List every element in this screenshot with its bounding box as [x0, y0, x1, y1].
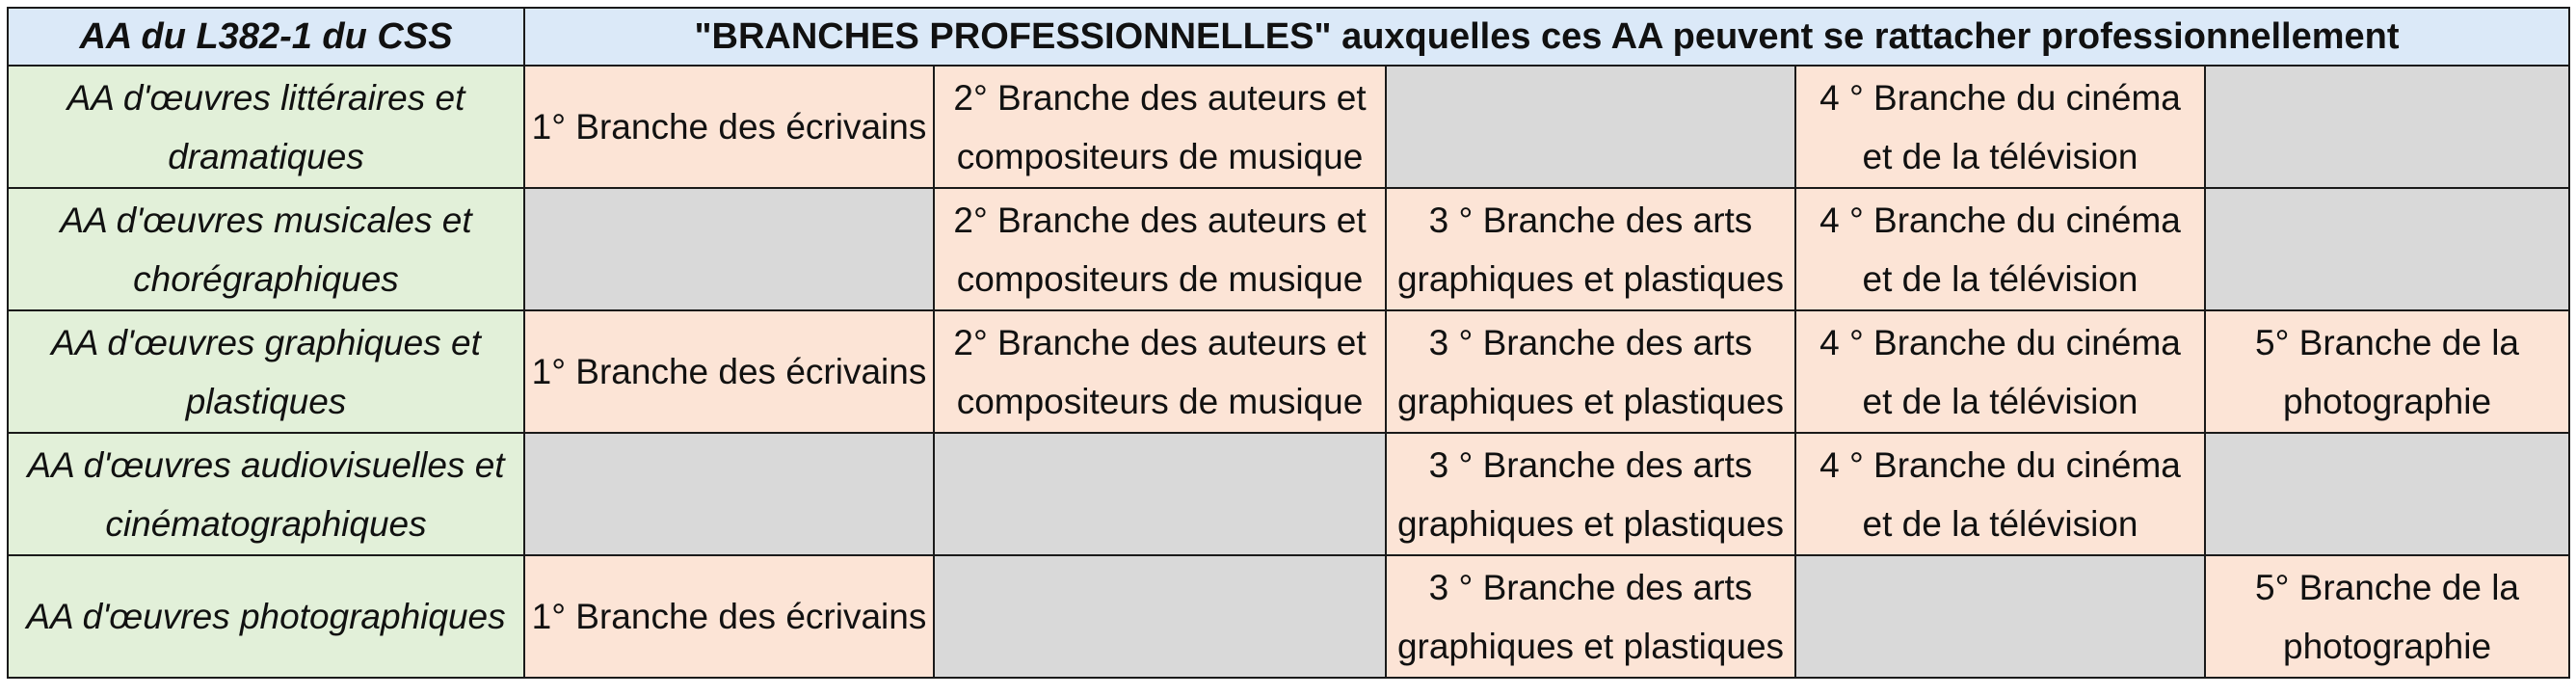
table-row	[8, 188, 2569, 310]
table-cell	[1386, 66, 1795, 188]
table-cell: 2° Branche des auteurs et compositeurs de musique	[934, 66, 1386, 188]
table-cell: 3 ° Branche des arts graphiques et plastiques	[1386, 188, 1795, 310]
table-cell: 3 ° Branche des arts graphiques et plastiques	[1386, 555, 1795, 678]
table-cell: 3 ° Branche des arts graphiques et plastiques	[1386, 310, 1795, 433]
table-cell: 2° Branche des auteurs et compositeurs de musique	[934, 188, 1386, 310]
table-cell	[2205, 188, 2569, 310]
table-cell: 1° Branche des écrivains	[524, 555, 934, 678]
table-cell: 4 ° Branche du cinéma et de la télévision	[1795, 310, 2205, 433]
row-label: AA d'œuvres musicales et chorégraphiques	[8, 188, 524, 310]
table-cell: 1° Branche des écrivains	[524, 310, 934, 433]
table-row	[8, 310, 2569, 433]
table-cell: 4 ° Branche du cinéma et de la télévision	[1795, 188, 2205, 310]
table-cell	[2205, 66, 2569, 188]
row-label: AA d'œuvres photographiques	[8, 555, 524, 678]
table-cell	[1795, 555, 2205, 678]
row-label: AA d'œuvres littéraires et dramatiques	[8, 66, 524, 188]
table-cell: 5° Branche de la photographie	[2205, 555, 2569, 678]
header-col-label: AA du L382-1 du CSS	[8, 8, 524, 66]
table-cell	[524, 433, 934, 555]
table-cell: 1° Branche des écrivains	[524, 66, 934, 188]
table-row	[8, 433, 2569, 555]
table-header-row	[8, 8, 2569, 66]
row-label: AA d'œuvres graphiques et plastiques	[8, 310, 524, 433]
branches-table	[7, 7, 2570, 679]
table-cell: 3 ° Branche des arts graphiques et plastiques	[1386, 433, 1795, 555]
header-title: "BRANCHES PROFESSIONNELLES" auxquelles ces AA peuvent se rattacher professionnellement	[524, 8, 2569, 66]
table-cell	[934, 433, 1386, 555]
table-cell	[934, 555, 1386, 678]
table-row	[8, 66, 2569, 188]
table-cell: 4 ° Branche du cinéma et de la télévision	[1795, 433, 2205, 555]
table-cell	[2205, 433, 2569, 555]
row-label: AA d'œuvres audiovisuelles et cinématographiques	[8, 433, 524, 555]
table-cell: 5° Branche de la photographie	[2205, 310, 2569, 433]
table-row	[8, 555, 2569, 678]
table-cell: 4 ° Branche du cinéma et de la télévision	[1795, 66, 2205, 188]
table-cell: 2° Branche des auteurs et compositeurs de musique	[934, 310, 1386, 433]
table-cell	[524, 188, 934, 310]
